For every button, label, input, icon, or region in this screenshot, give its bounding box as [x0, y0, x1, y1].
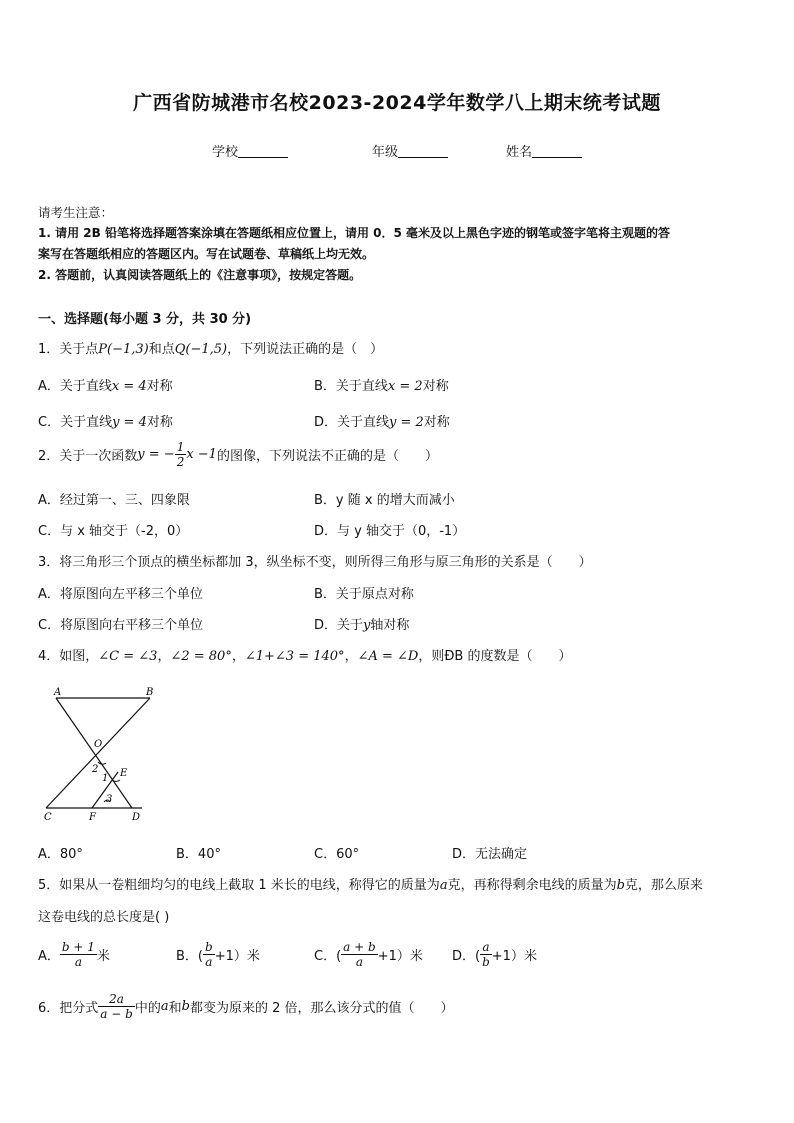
q4-option-d[interactable]: D．无法确定 — [452, 847, 528, 862]
notice-line-2: 2. 答题前，认真阅读答题纸上的《注意事项》，按规定答题。 — [38, 268, 362, 282]
question-1-stem: 1．关于点P(−1,3)和点Q(−1,5)，下列说法正确的是（ ） — [38, 342, 384, 357]
figure-label-o: O — [94, 739, 103, 750]
question-6-stem: 6．把分式 $\frac{2a}{a - b}$ 中的a和b都变为原来的 2 倍，那么该分式的值（ ） — [38, 992, 454, 1021]
school-label: 学校 — [212, 145, 239, 160]
point-p: P(−1,3) — [98, 342, 149, 357]
q3-option-c[interactable]: C．将原图向右平移三个单位 — [38, 618, 204, 633]
figure-label-e: E — [120, 768, 128, 779]
fraction-2a: $\frac{2a}{a - b}$ — [100, 992, 133, 1021]
figure-label-f: F — [89, 812, 96, 823]
page-title: 广西省防城港市名校2023-2024学年数学八上期末统考试题 — [133, 92, 661, 114]
grade-field[interactable] — [372, 141, 448, 160]
q5-option-b[interactable]: B．( $\frac{b}{a}$ +1）米 — [176, 940, 260, 969]
q4-option-a[interactable]: A．80° — [38, 847, 83, 862]
q3-option-d[interactable]: D．关于y轴对称 — [314, 618, 410, 633]
name-label: 姓名 — [506, 145, 533, 160]
q5-option-c[interactable]: C．( $\frac{a + b}{a}$ +1）米 — [314, 940, 423, 969]
name-blank — [532, 144, 582, 158]
q3-option-a[interactable]: A．将原图向左平移三个单位 — [38, 587, 203, 602]
geometry-figure — [36, 684, 166, 824]
figure-label-a: A — [54, 687, 62, 698]
q5-option-a[interactable]: A． $\frac{b + 1}{a}$ 米 — [38, 940, 110, 969]
figure-label-2: 2 — [92, 764, 99, 775]
grade-label: 年级 — [372, 145, 399, 160]
q5-option-d[interactable]: D．( $\frac{a}{b}$ +1）米 — [452, 940, 537, 969]
q2-option-c[interactable]: C．与 x 轴交于（-2，0） — [38, 524, 189, 539]
question-5-line-1: 5．如果从一卷粗细均匀的电线上截取 1 米长的电线，称得它的质量为a克，再称得剩余电线的质量为b克，那么原来 — [38, 878, 703, 893]
question-5-line-2: 这卷电线的总长度是( ) — [38, 910, 170, 925]
question-2-stem: 2．关于一次函数y = − $\frac{1}{2}$ x −1的图像，下列说法不正确的是（ ） — [38, 440, 438, 469]
question-3-stem: 3．将三角形三个顶点的横坐标都加 3，纵坐标不变，则所得三角形与原三角形的关系是（ ） — [38, 555, 592, 570]
q1-option-c[interactable]: C．关于直线y = 4对称 — [38, 415, 173, 430]
question-4-stem: 4．如图，∠C = ∠3，∠2 = 80°，∠1+∠3 = 140°，∠A = ∠D，则ÐB 的度数是（ ） — [38, 649, 572, 664]
point-q: Q(−1,5) — [174, 342, 228, 357]
notice-heading: 请考生注意： — [38, 205, 114, 220]
figure-label-1: 1 — [102, 773, 109, 784]
q2-option-b[interactable]: B．y 随 x 的增大而减小 — [314, 493, 455, 508]
q3-option-b[interactable]: B．关于原点对称 — [314, 587, 414, 602]
notice-line-1: 1. 请用 2B 铅笔将选择题答案涂填在答题纸相应位置上，请用 0．5 毫米及以上黑色字迹的钢笔或签字笔将主观题的答 — [38, 226, 670, 240]
school-field[interactable] — [212, 141, 288, 160]
q1-option-d[interactable]: D．关于直线y = 2对称 — [314, 415, 450, 430]
notice-line-1b: 案写在答题纸相应的答题区内。写在试题卷、草稿纸上均无效。 — [38, 247, 375, 261]
q2-option-d[interactable]: D．与 y 轴交于（0，-1） — [314, 524, 466, 539]
q4-option-b[interactable]: B．40° — [176, 847, 221, 862]
fraction-half: $\frac{1}{2}$ — [176, 440, 185, 469]
q4-option-c[interactable]: C．60° — [314, 847, 360, 862]
grade-blank — [398, 144, 448, 158]
figure-label-c: C — [44, 812, 52, 823]
q2-option-a[interactable]: A．经过第一、三、四象限 — [38, 493, 190, 508]
figure-label-b: B — [146, 687, 154, 698]
q1-option-b[interactable]: B．关于直线x = 2对称 — [314, 379, 449, 394]
section-heading: 一、选择题(每小题 3 分，共 30 分) — [38, 312, 252, 327]
figure-label-3: 3 — [106, 794, 113, 805]
q1-option-a[interactable]: A．关于直线x = 4对称 — [38, 379, 173, 394]
school-blank — [238, 144, 288, 158]
figure-label-d: D — [132, 812, 141, 823]
name-field[interactable] — [506, 141, 582, 160]
